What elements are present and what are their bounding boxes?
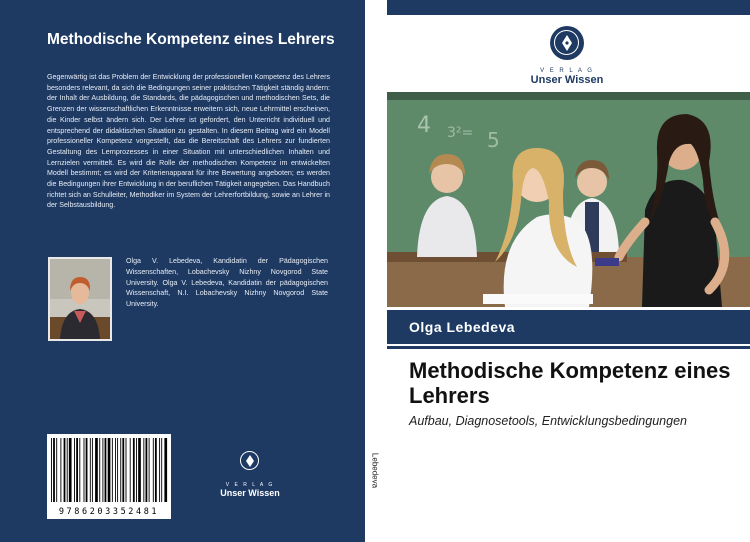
- barcode-bars: [47, 436, 171, 508]
- svg-text:5: 5: [487, 128, 500, 152]
- classroom-photo: [387, 92, 750, 307]
- back-cover-blurb: Gegenwärtig ist das Problem der Entwicklung der professionellen Kompetenz des Lehrers besonders relevant, da sich die Bedingungen seiner praktischen Tätigkeit ständig ändern: der Inhalt der Ausbildung, die Standards, die pädagogischen und methodischen Sets, die Grenzen der wissenschaftlichen Erkenntnisse erweitern sich, neue Lehrmittel erscheinen, die Kinder selbst ändern sich. Der Lehrer ist gefordert, den Unterricht individuell und entsprechend der didaktischen Situation zu gestalten. In diesem Beitrag wird ein Modell professioneller Kompetenz vorgestellt, das die Bereitschaft des Lehrers zur fundierten Gestaltung des Lernprozesses in einer Situation mit unterschiedlichen Inhalten und Lernzielen vermittelt. Es wird die Rolle der methodischen Kompetenz im entwickelten Modell bestimmt; es wird der Kriterienapparat für ihre Bewertung angeboten; es werden die Bedingungen ihrer Entwicklung in der beruflichen Tätigkeit angegeben. Das Handbuch richtet sich an Schulleiter, Methodiker im System der Lehrerfortbildung, sowie an Lehrer in der Selbstausbildung.: [47, 73, 330, 210]
- svg-text:3²=: 3²=: [447, 125, 474, 141]
- spine-author: Lebedeva: [370, 452, 380, 489]
- svg-text:4: 4: [417, 113, 431, 138]
- front-publisher-name: Unser Wissen: [530, 74, 604, 86]
- front-cover-subtitle: Aufbau, Diagnosetools, Entwicklungsbedingungen: [409, 414, 687, 428]
- author-bio: Olga V. Lebedeva, Kandidatin der Pädagogischen Wissenschaften, Lobachevsky Nizhny Novgorod State University. Olga V. Lebedeva, Kandidatin der pädagogischen Wissenschaft, N.I. Lobachevsky Nizhny Novgorod State University.: [126, 257, 328, 309]
- back-cover-title: Methodische Kompetenz eines Lehrers: [47, 31, 335, 48]
- back-publisher-logo: [215, 448, 285, 498]
- author-photo: [48, 257, 112, 341]
- front-publisher-logo: [522, 26, 612, 86]
- isbn-number: 9786203352481: [58, 507, 160, 517]
- back-verlag-text: V E R L A G: [225, 482, 275, 488]
- front-verlag-text: V E R L A G: [540, 68, 594, 74]
- isbn-barcode: [47, 434, 171, 519]
- front-top-band: [387, 0, 750, 15]
- back-cover: [0, 0, 365, 542]
- back-publisher-name: Unser Wissen: [220, 488, 280, 498]
- front-cover: [387, 0, 750, 542]
- front-author-name: Olga Lebedeva: [409, 319, 516, 335]
- title-rule: [387, 346, 750, 349]
- publisher-seal-icon: [550, 26, 584, 60]
- author-band: [387, 310, 750, 344]
- front-cover-title: Methodische Kompetenz eines Lehrers: [409, 358, 731, 408]
- publisher-seal-icon: [237, 448, 263, 474]
